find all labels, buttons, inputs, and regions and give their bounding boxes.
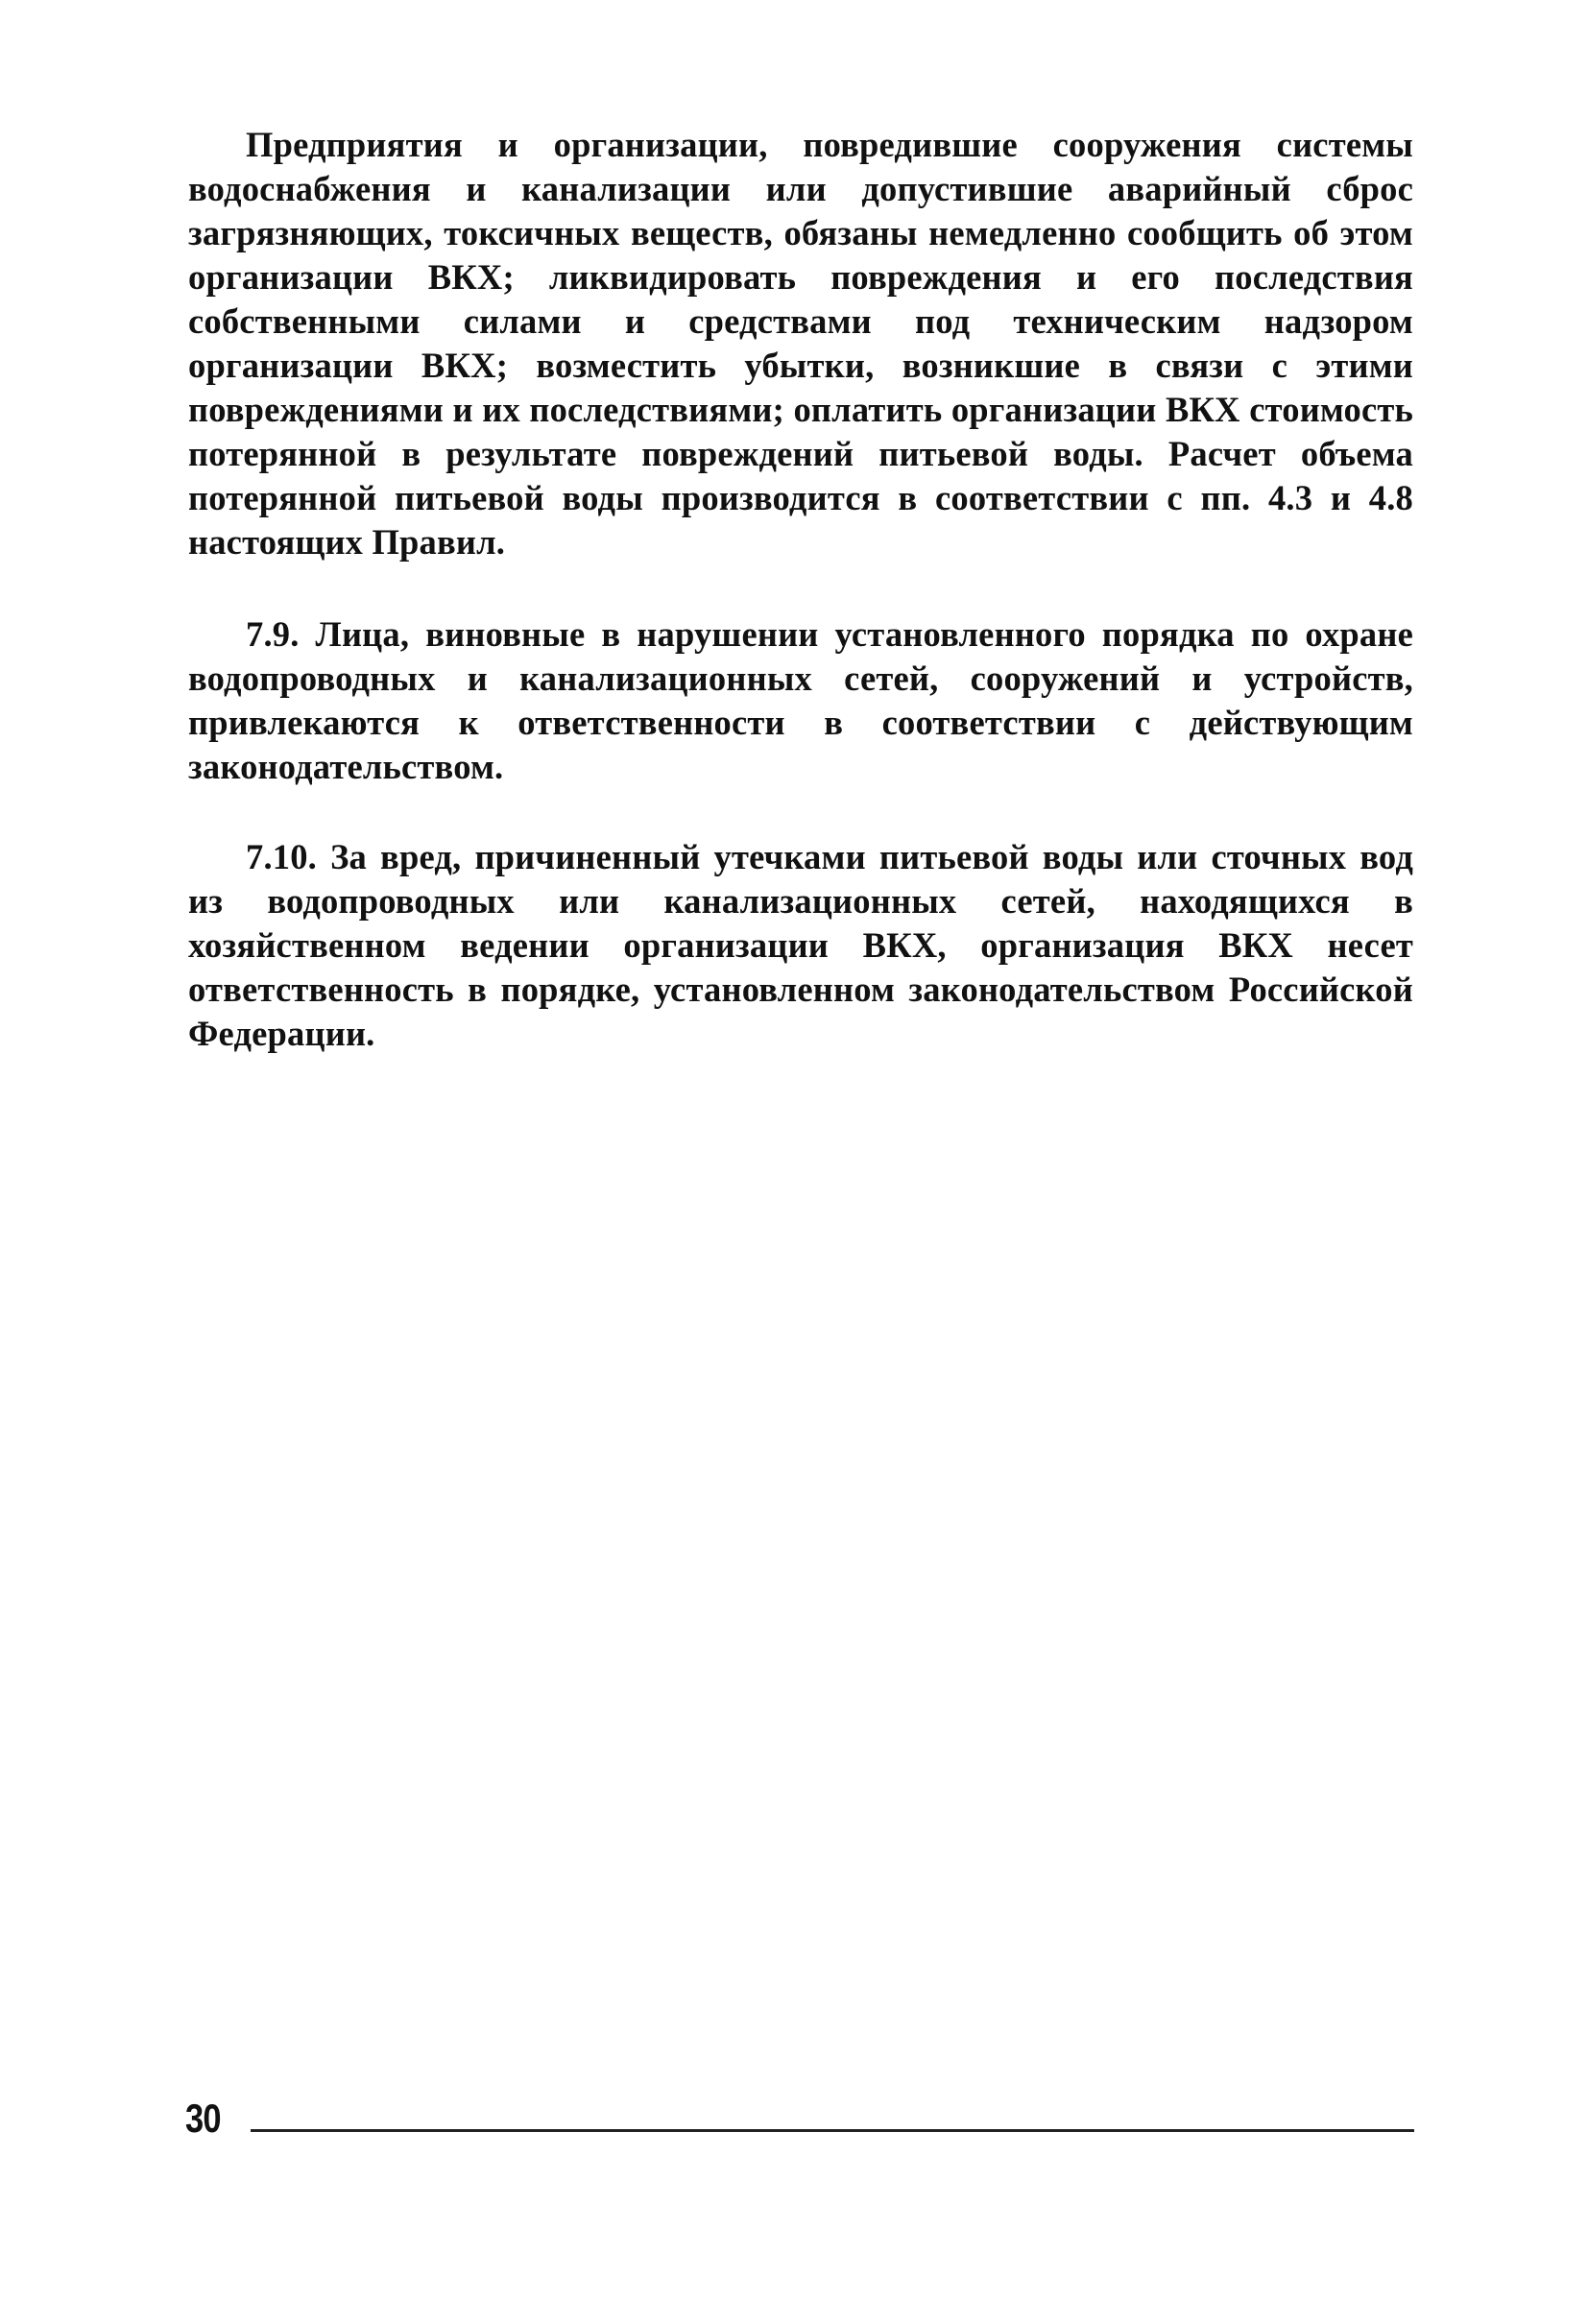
page-footer bbox=[185, 2095, 1414, 2143]
page-number: 30 bbox=[185, 2096, 221, 2141]
paragraph-7-9 bbox=[188, 612, 1413, 789]
paragraph-continuation bbox=[188, 123, 1413, 564]
paragraph-text: 7.9. Лица, виновные в нарушении установленного порядка по охране водопроводных и канализационных сетей, сооружений и устройств, привлекаются к ответственности в соответствии с действующим законодательством. bbox=[188, 614, 1413, 786]
paragraph-text: 7.10. За вред, причиненный утечками питьевой воды или сточных вод из водопроводных или канализационных сетей, находящихся в хозяйственном ведении организации ВКХ, организация ВКХ несет ответственность в порядке, установленном законодательством Российской Федерации. bbox=[188, 837, 1413, 1053]
paragraph-7-10 bbox=[188, 835, 1413, 1056]
footer-rule bbox=[251, 2129, 1414, 2132]
paragraph-text: Предприятия и организации, повредившие сооружения системы водоснабжения и канализации или допустившие аварийный сброс загрязняющих, токсичных веществ, обязаны немедленно сообщить об этом организации ВКХ; ликвидировать повреждения и его последствия собственными силами и средствами под техническим надзором организации ВКХ; возместить убытки, возникшие в связи с этими повреждениями и их последствиями; оплатить организации ВКХ стоимость потерянной в результате повреждений питьевой воды. Расчет объема потерянной питьевой воды производится в соответствии с пп. 4.3 и 4.8 настоящих Правил. bbox=[188, 125, 1413, 562]
